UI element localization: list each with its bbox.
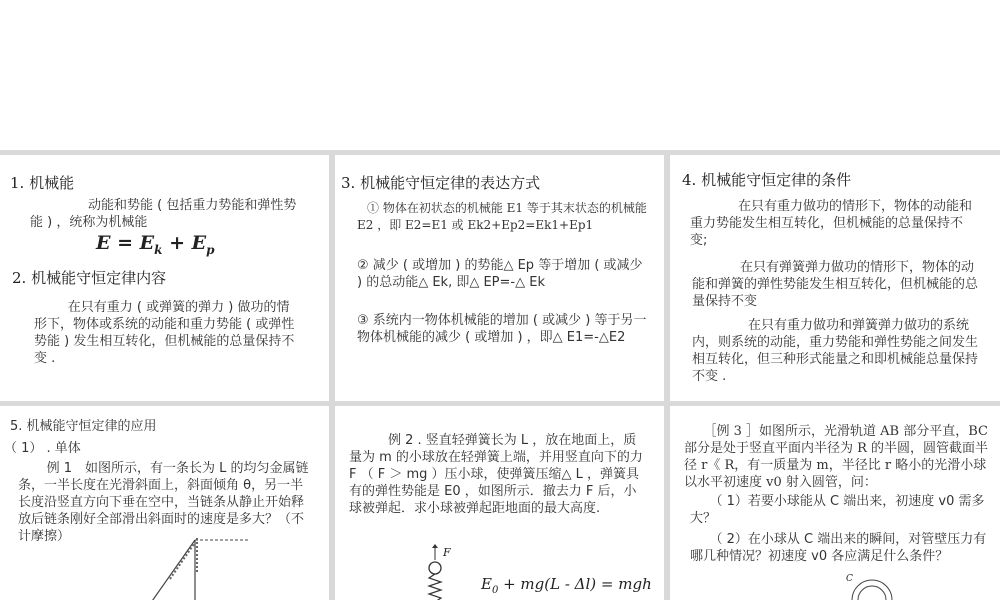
expression-item-2: ② 减少 ( 或增加 ) 的势能△ Ep 等于增加 ( 或减少 ) 的总动能△ Ek, 即△ EP=-△ Ek xyxy=(357,258,643,290)
example-3-text: ［例 3 ］如图所示，光滑轨道 AB 部分平直，BC 部分是处于竖直平面内半径为 R 的半圆，圆管截面半径 r《 R，有一质量为 m，半径比 r 略小的光滑小球以水平初速度 v0 射入圆管，问： xyxy=(684,424,989,490)
expression-item-1: ① 物体在初状态的机械能 E1 等于其末状态的机械能 E2 ，即 E2=E1 或 Ek2+Ep2=Ek1+Ep1 xyxy=(357,201,647,232)
panel-application-example-1 xyxy=(0,406,329,600)
energy-equation: $E_0 + mg(L - \Delta l)$ = mgh xyxy=(481,575,652,596)
example-2-text: 例 2 . 竖直轻弹簧长为 L ，放在地面上，质量为 m 的小球放在轻弹簧上端，并用竖直向下的力 F （ F ＞ mg ）压小球，使弹簧压缩△ L ，弹簧具有的弹性势能是 E0 ，如图所示．撤去力 F 后，小球被弹起．求小球被弹起距地面的最大高度. xyxy=(349,433,643,516)
condition-gravity-text: 在只有重力做功的情形下，物体的动能和重力势能发生相互转化，但机械能的总量保持不变; xyxy=(690,199,973,248)
figure-point-c-label: C xyxy=(846,574,853,584)
definition-text: 动能和势能 ( 包括重力势能和弹性势能 ) ，统称为机械能 xyxy=(30,198,297,230)
expression-item-3: ③ 系统内一物体机械能的增加 ( 或减少 ) 等于另一物体机械能的减少 ( 或增加 ) ，即△ E1=-△E2 xyxy=(357,313,647,345)
heading-mechanical-energy: 1. 机械能 xyxy=(10,174,75,192)
example-3-question-2: （ 2）在小球从 C 端出来的瞬间，对管壁压力有哪几种情况？初速度 v0 各应满足什么条件？ xyxy=(690,532,987,564)
example-3-question-1: （ 1）若要小球能从 C 端出来，初速度 v0 需多大？ xyxy=(690,494,985,526)
heading-conditions: 4. 机械能守恒定律的条件 xyxy=(682,171,852,189)
inclined-plane-figure xyxy=(130,524,310,600)
half-pipe-figure xyxy=(830,570,900,600)
panel-application-example-2 xyxy=(335,406,664,600)
heading-applications: 5. 机械能守恒定律的应用 xyxy=(10,419,157,434)
force-label: F xyxy=(443,546,451,559)
energy-formula: $E = E_k + E_p$ xyxy=(96,232,215,257)
heading-expression-forms: 3. 机械能守恒定律的表达方式 xyxy=(341,174,541,192)
law-content-text: 在只有重力 ( 或弹簧的弹力 ) 做功的情形下，物体或系统的动能和重力势能 ( 或弹性势能 ) 发生相互转化，但机械能的总量保持不变 . xyxy=(34,300,295,366)
subheading-single-body: （ 1） . 单体 xyxy=(4,441,81,456)
panel-expression-forms xyxy=(335,155,664,401)
heading-conservation-law: 2. 机械能守恒定律内容 xyxy=(12,269,167,287)
spring-ball-figure xyxy=(421,544,461,600)
top-blank-area xyxy=(0,0,1000,150)
condition-spring-text: 在只有弹簧弹力做功的情形下，物体的动能和弹簧的弹性势能发生相互转化，但机械能的总量保持不变 xyxy=(692,260,979,309)
panel-application-example-3 xyxy=(670,406,1000,600)
panel-mechanical-energy xyxy=(0,155,329,401)
example-1-text: 例 1 如图所示，有一条长为 L 的均匀金属链条，一半长度在光滑斜面上，斜面倾角 θ，另一半长度沿竖直方向下垂在空中，当链条从静止开始释放后链条刚好全部滑出斜面时的速度是多大？（不计摩擦） xyxy=(18,461,309,544)
condition-combined-text: 在只有重力做功和弹簧弹力做功的系统内，则系统的动能，重力势能和弹性势能之间发生相互转化，但三种形式能量之和即机械能总量保持不变 . xyxy=(692,318,979,384)
panel-conditions xyxy=(670,155,1000,401)
